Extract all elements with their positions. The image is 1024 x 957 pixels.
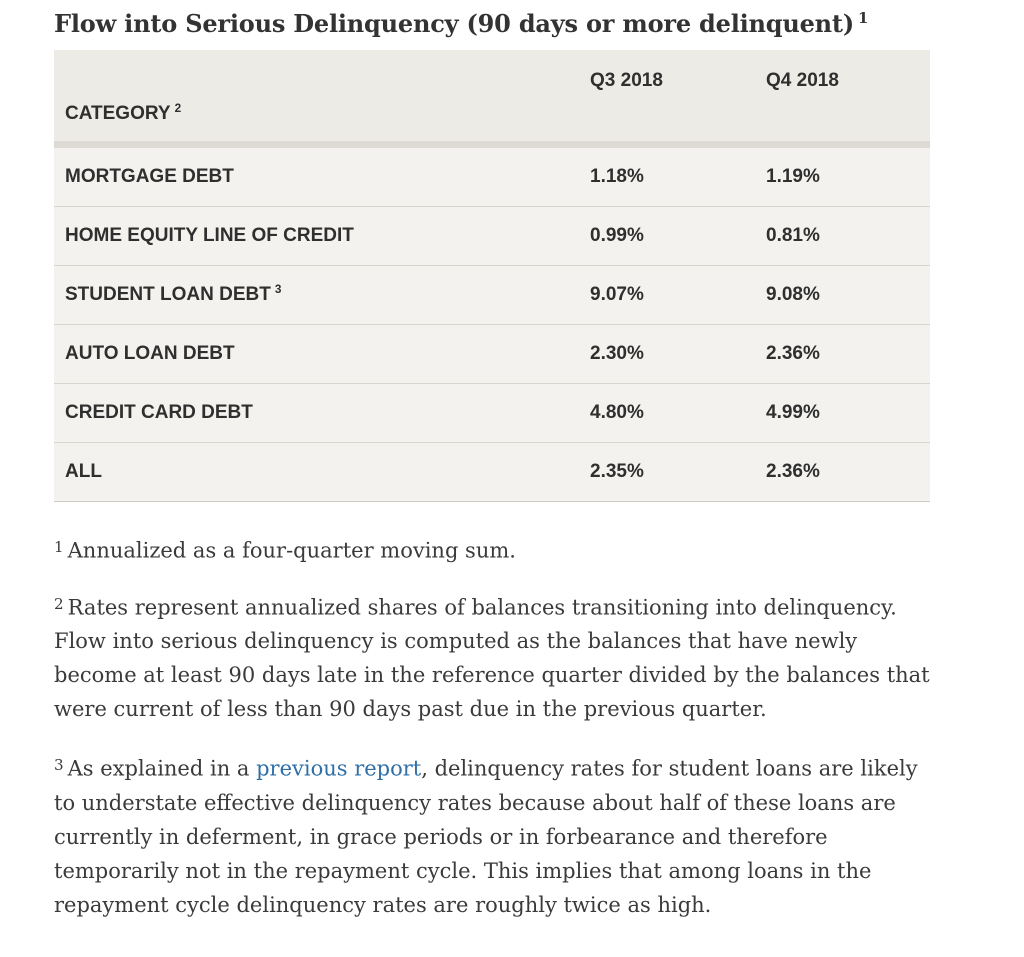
title-footnote-marker[interactable]: 1 xyxy=(857,9,869,27)
footnote-3-text-before: As explained in a xyxy=(67,756,257,781)
table-body xyxy=(54,144,930,501)
bottom-fade xyxy=(0,929,1024,957)
table-row xyxy=(54,442,930,501)
row-q3-value: 9.07% xyxy=(590,265,766,324)
row-category-label: CREDIT CARD DEBT xyxy=(65,401,253,423)
footnote-2-mark: 2 xyxy=(54,595,64,614)
header-category-label: CATEGORY xyxy=(65,102,171,124)
row-category-label: ALL xyxy=(65,460,102,482)
row-footnote-marker[interactable]: 3 xyxy=(274,283,282,297)
row-category-cell xyxy=(54,324,590,383)
table-row xyxy=(54,324,930,383)
row-category-label: STUDENT LOAN DEBT xyxy=(65,284,271,306)
table-row xyxy=(54,206,930,265)
table-row xyxy=(54,144,930,206)
row-q3-value: 1.18% xyxy=(590,144,766,206)
row-category-cell xyxy=(54,206,590,265)
footnote-2-text: Rates represent annualized shares of balances transitioning into delinquency. Flow into serious delinquency is computed as the balances that have newly become at least 90 days late in the reference quarter divided by the balances that were current of less than 90 days past due in the previous quarter. xyxy=(54,595,930,722)
previous-report-link[interactable]: previous report xyxy=(256,756,422,781)
row-category-cell xyxy=(54,442,590,501)
table-title-text: Flow into Serious Delinquency (90 days or more delinquent) xyxy=(54,8,854,38)
footnote-1-mark: 1 xyxy=(54,537,64,556)
header-q4-2018: Q4 2018 xyxy=(766,50,930,145)
footnote-1 xyxy=(54,530,930,567)
row-category-label: AUTO LOAN DEBT xyxy=(65,342,235,364)
table-row xyxy=(54,383,930,442)
row-q4-value: 2.36% xyxy=(766,442,930,501)
table-header-row xyxy=(54,50,930,145)
header-category xyxy=(54,50,590,145)
row-category-label: MORTGAGE DEBT xyxy=(65,165,234,187)
row-q3-value: 4.80% xyxy=(590,383,766,442)
article-content xyxy=(54,0,930,944)
row-category-cell xyxy=(54,383,590,442)
row-q3-value: 2.30% xyxy=(590,324,766,383)
row-q4-value: 2.36% xyxy=(766,324,930,383)
row-category-cell xyxy=(54,144,590,206)
row-category-cell xyxy=(54,265,590,324)
footnote-2 xyxy=(54,587,930,726)
footnote-3-text-after: , delinquency rates for student loans are likely to understate effective delinquency rates because about half of these loans are currently in deferment, in grace periods or in forbearance and therefore temporarily not in the repayment cycle. This implies that among loans in the repayment cycle delinquency rates are roughly twice as high. xyxy=(54,756,918,917)
table-row xyxy=(54,265,930,324)
row-q4-value: 0.81% xyxy=(766,206,930,265)
delinquency-table xyxy=(54,50,930,502)
footnotes xyxy=(54,530,930,922)
footnote-3-mark: 3 xyxy=(54,756,64,775)
category-footnote-marker[interactable]: 2 xyxy=(174,101,182,115)
row-q4-value: 9.08% xyxy=(766,265,930,324)
row-q4-value: 4.99% xyxy=(766,383,930,442)
row-category-label: HOME EQUITY LINE OF CREDIT xyxy=(65,224,354,246)
row-q3-value: 2.35% xyxy=(590,442,766,501)
table-title xyxy=(54,0,930,40)
footnote-3 xyxy=(54,748,930,921)
footnote-1-text: Annualized as a four-quarter moving sum. xyxy=(67,538,516,563)
header-q3-2018: Q3 2018 xyxy=(590,50,766,145)
row-q4-value: 1.19% xyxy=(766,144,930,206)
row-q3-value: 0.99% xyxy=(590,206,766,265)
